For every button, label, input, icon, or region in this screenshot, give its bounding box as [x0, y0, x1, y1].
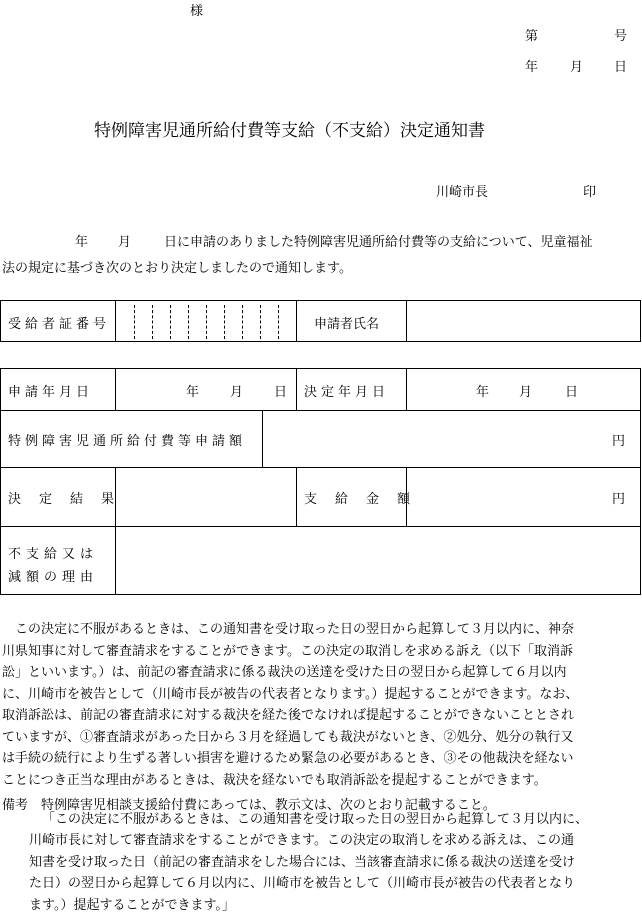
remark-line: た日）の翌日から起算して６月以内に、川崎市を被告として（川崎市長が被告の代表者となり — [29, 876, 576, 892]
digit-separator — [206, 305, 207, 339]
apply-date-year: 年 — [186, 385, 200, 400]
apply-date-month: 月 — [230, 385, 244, 400]
applicant-name-label: 申請者氏名 — [314, 317, 380, 332]
divider — [296, 467, 297, 526]
digit-separator — [224, 305, 225, 339]
intro-year: 年 — [75, 235, 89, 250]
number-suffix: 号 — [614, 29, 628, 44]
notice-line: 川県知事に対して審査請求をすることができます。この決定の取消しを求める訴え（以下「取消訴 — [2, 643, 573, 659]
divider — [296, 368, 297, 410]
number-prefix: 第 — [525, 29, 539, 44]
payment-amount-label: 支給金額 — [304, 492, 429, 507]
remark-line: 「この決定に不服があるときは、この通知書を受け取った日の翌日から起算して３月以内に、 — [42, 812, 589, 827]
decision-date-label: 決定年月日 — [304, 385, 390, 400]
notice-line: ていますが、①審査請求があった日から３月を経過しても裁決がないとき、②処分、処分の執行又 — [2, 729, 574, 745]
notice-line: 訟」といいます。）は、前記の審査請求に係る裁決の送達を受けた日の翌日から起算して６月以内 — [2, 665, 567, 680]
divider — [406, 300, 407, 342]
payment-amount-field[interactable] — [408, 469, 604, 524]
divider — [115, 300, 116, 342]
digit-separator — [170, 305, 171, 339]
notice-line: 取消訴訟は、前記の審査請求に対する裁決を経た後でなければ提起することができないこととされ — [2, 708, 575, 723]
decision-date-month: 月 — [519, 385, 533, 400]
date-day: 日 — [614, 60, 628, 75]
row-divider — [0, 467, 641, 468]
notice-line: は手続の続行により生ずる著しい損害を避けるため緊急の必要があるとき、③その他裁決を経ない — [2, 751, 574, 766]
result-field[interactable] — [117, 469, 294, 524]
request-amount-field[interactable] — [264, 412, 604, 465]
date-year: 年 — [525, 60, 539, 75]
appeal-notice — [2, 619, 578, 791]
intro-line1: 日に申請のありました特例障害児通所給付費等の支給について、児童福祉 — [164, 235, 593, 250]
request-amount-label: 特例障害児通所給付費等申請額 — [8, 434, 247, 449]
decision-date-day: 日 — [565, 385, 579, 400]
divider — [115, 467, 116, 595]
issuer-name: 川崎市長 — [436, 185, 489, 200]
intro-month: 月 — [118, 235, 132, 250]
remark-line: ます。）提起することができます。」 — [29, 897, 235, 913]
apply-date-label: 申請年月日 — [8, 385, 94, 400]
yen-unit: 円 — [612, 492, 626, 507]
applicant-name-field[interactable] — [408, 302, 638, 340]
issuer-seal: 印 — [583, 185, 597, 200]
cert-number-label: 受給者証番号 — [8, 317, 111, 332]
divider — [296, 300, 297, 342]
yen-unit: 円 — [612, 434, 626, 449]
divider — [262, 410, 263, 467]
date-month: 月 — [570, 60, 584, 75]
row-divider — [0, 410, 641, 411]
remark-line: 知書を受け取った日（前記の審査請求をした場合には、当該審査請求に係る裁決の送達を受け — [29, 854, 576, 870]
reason-label-line2: 減額の理由 — [8, 570, 99, 585]
remark-line: 川崎市長に対して審査請求をすることができます。この決定の取消しを求める訴えは、この通 — [29, 833, 574, 849]
digit-separator — [260, 305, 261, 339]
divider — [406, 368, 407, 410]
remark-quote — [29, 809, 588, 916]
divider — [115, 368, 116, 410]
apply-date-day: 日 — [274, 385, 288, 400]
digit-separator — [152, 305, 153, 339]
intro-line2: 法の規定に基づき次のとおり決定しましたので通知します。 — [2, 261, 352, 276]
reason-field[interactable] — [117, 528, 637, 593]
notice-line: ことにつき正当な理由があるときは、裁決を経ないでも取消訴訟を提起することができます。 — [2, 772, 547, 788]
document-title: 特例障害児通所給付費等支給（不支給）決定通知書 — [94, 121, 485, 141]
reason-label-line1: 不支給又は — [8, 547, 99, 562]
row-divider — [0, 526, 641, 527]
digit-separator — [188, 305, 189, 339]
notice-line: この決定に不服があるときは、この通知書を受け取った日の翌日から起算して３月以内に、神奈 — [2, 622, 575, 637]
addressee-suffix: 様 — [190, 4, 204, 19]
notice-line: に、川崎市を被告として（川崎市長が被告の代表者となります。）提起することができます。なお、 — [2, 686, 579, 702]
digit-separator — [134, 305, 135, 339]
decision-date-year: 年 — [476, 385, 490, 400]
digit-separator — [242, 305, 243, 339]
digit-separator — [278, 305, 279, 339]
remark-heading: 備考 特例障害児相談支援給付費にあっては、教示文は、次のとおり記載すること。 — [2, 798, 496, 813]
result-label: 決定結果 — [8, 492, 133, 507]
